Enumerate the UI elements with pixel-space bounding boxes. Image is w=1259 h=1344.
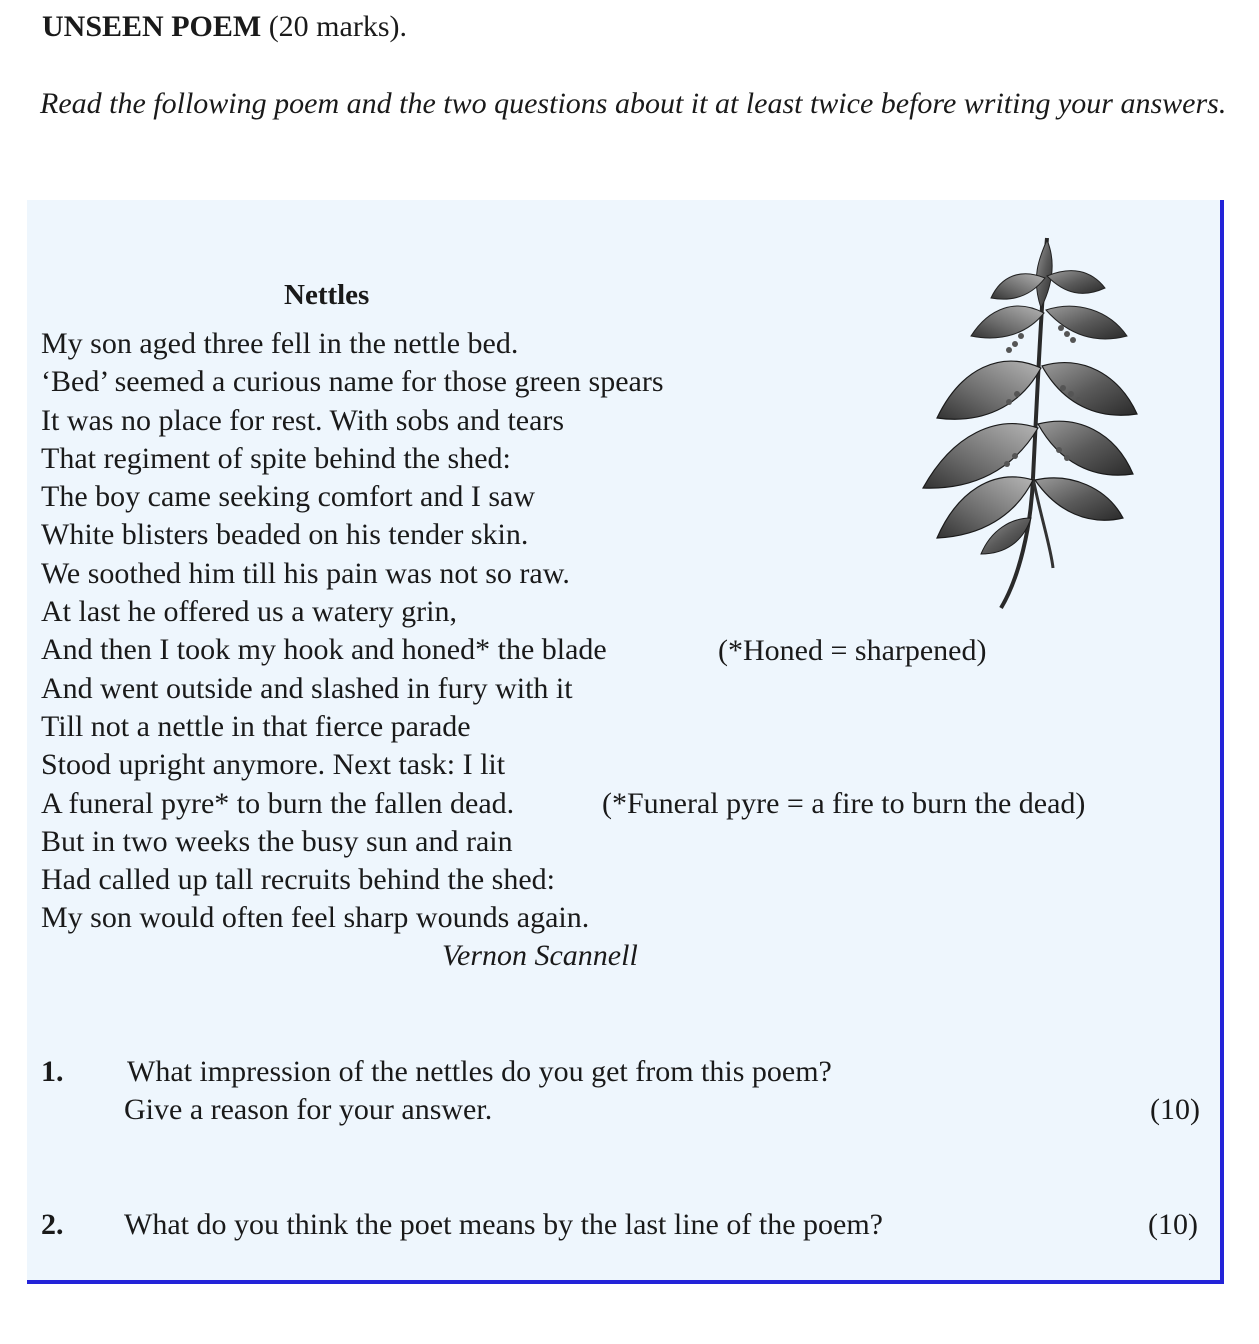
poem-line: ‘Bed’ seemed a curious name for those green spears bbox=[41, 365, 664, 399]
plant-leaf bbox=[1038, 421, 1133, 475]
plant-leaf bbox=[1035, 478, 1123, 520]
question-marks: (10) bbox=[1148, 1208, 1198, 1241]
reading-instruction: Read the following poem and the two questions about it at least twice before writing your answers. bbox=[40, 87, 1227, 120]
poem-lines bbox=[41, 325, 664, 938]
plant-leaf bbox=[1047, 271, 1105, 294]
section-heading bbox=[42, 8, 407, 46]
question-text-line2: Give a reason for your answer. bbox=[124, 1093, 493, 1126]
poem-author: Vernon Scannell bbox=[442, 939, 638, 972]
section-marks: (20 marks). bbox=[261, 10, 407, 43]
plant-leaf bbox=[991, 274, 1045, 299]
poem-line: We soothed him till his pain was not so raw. bbox=[41, 556, 570, 590]
poem-panel bbox=[27, 200, 1224, 1284]
plant-leaf bbox=[971, 306, 1044, 338]
poem-line: Till not a nettle in that fierce parade bbox=[41, 709, 471, 743]
plant-leaf bbox=[1036, 240, 1052, 308]
poem-line: That regiment of spite behind the shed: bbox=[41, 441, 511, 475]
question-text: What do you think the poet means by the last line of the poem? bbox=[124, 1208, 883, 1241]
plant-leaf bbox=[1046, 306, 1127, 339]
poem-line: But in two weeks the busy sun and rain bbox=[41, 824, 513, 858]
question-text: What impression of the nettles do you get from this poem? bbox=[127, 1055, 832, 1088]
question-marks: (10) bbox=[1150, 1093, 1200, 1126]
plant-leaf bbox=[1042, 363, 1137, 416]
poem-line: A funeral pyre* to burn the fallen dead. bbox=[41, 786, 515, 820]
poem-line: My son would often feel sharp wounds again. bbox=[41, 901, 590, 935]
gloss-funeral-pyre: (*Funeral pyre = a fire to burn the dead) bbox=[602, 787, 1086, 820]
gloss-honed: (*Honed = sharpened) bbox=[718, 634, 987, 667]
question-number: 2. bbox=[41, 1208, 64, 1241]
poem-line: And went outside and slashed in fury with it bbox=[41, 671, 573, 705]
poem-line: At last he offered us a watery grin, bbox=[41, 595, 457, 629]
poem-line: White blisters beaded on his tender skin. bbox=[41, 518, 529, 552]
plant-leaf bbox=[937, 361, 1041, 419]
poem-line: My son aged three fell in the nettle bed. bbox=[41, 327, 519, 360]
poem-line: It was no place for rest. With sobs and tears bbox=[41, 403, 565, 437]
poem-line: And then I took my hook and honed* the blade bbox=[41, 633, 607, 667]
poem-title: Nettles bbox=[284, 279, 370, 311]
poem-line: Stood upright anymore. Next task: I lit bbox=[41, 748, 506, 782]
poem-line: The boy came seeking comfort and I saw bbox=[41, 480, 535, 514]
poem-line: Had called up tall recruits behind the shed: bbox=[41, 863, 555, 897]
section-title: UNSEEN POEM bbox=[42, 10, 262, 43]
nettle-plant-illustration bbox=[901, 218, 1151, 610]
question-number: 1. bbox=[41, 1055, 64, 1088]
